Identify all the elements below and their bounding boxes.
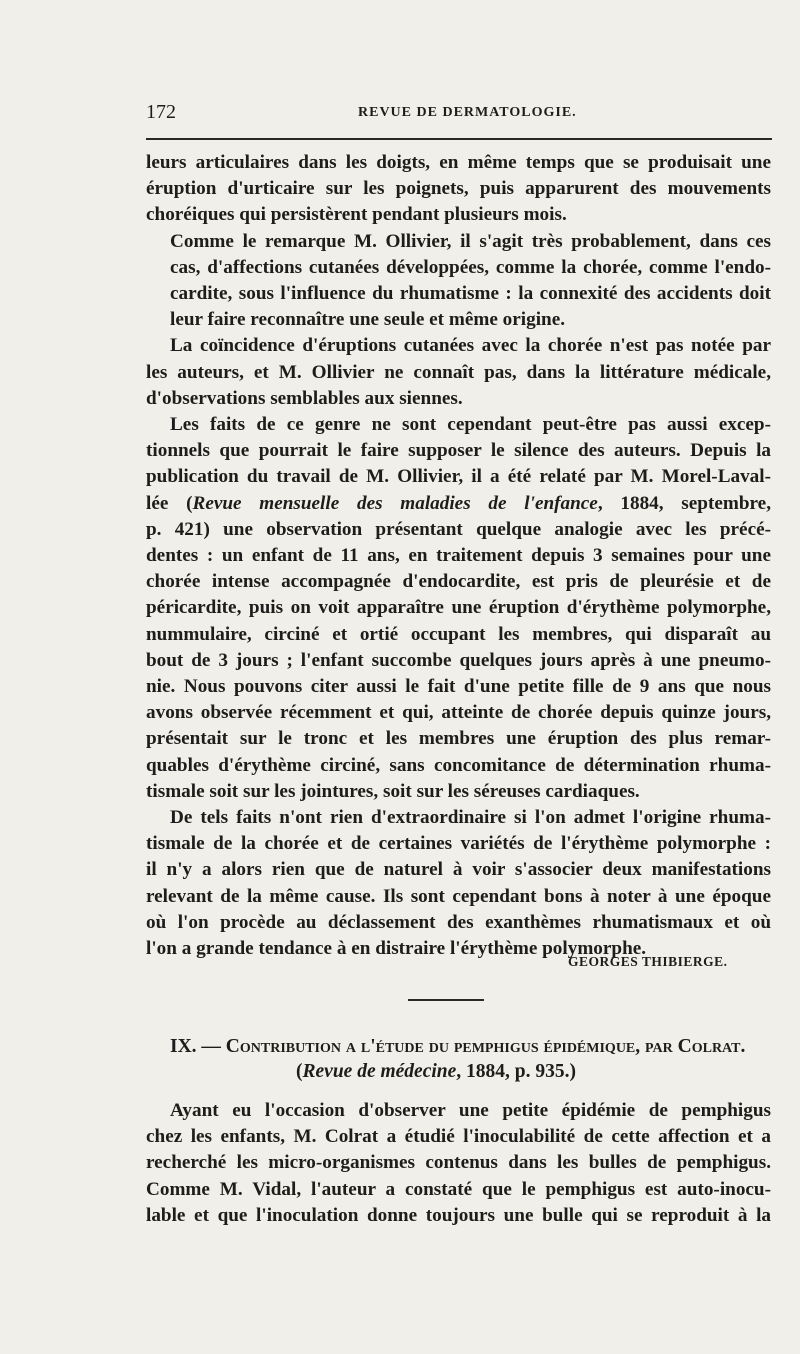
text-line: Les faits de ce genre ne sont cependant peut-être pas aussi excep- xyxy=(170,414,771,436)
section-body xyxy=(146,1098,771,1229)
section-source xyxy=(170,1061,770,1083)
text-line: où l'on procède au déclassement des exanthèmes rhumatismaux et où xyxy=(146,911,771,933)
section-paragraph xyxy=(146,1098,771,1229)
text-line: De tels faits n'ont rien d'extraordinaire si l'on admet l'origine rhuma- xyxy=(170,807,771,829)
article-body xyxy=(146,150,771,962)
text-line: quables d'érythème circiné, sans concomitance de détermination rhuma- xyxy=(146,754,771,776)
text-line: tionnels que pourrait le faire supposer le silence des auteurs. Depuis la xyxy=(146,440,771,462)
text-fragment: ( xyxy=(296,1061,303,1082)
section-title: Contribution a l'étude du pemphigus épidémique, par Colrat. xyxy=(225,1036,746,1057)
text-fragment: , 1884, p. 935.) xyxy=(456,1061,576,1082)
text-line: chorée intense accompagnée d'endocardite, est pris de pleurésie et de xyxy=(146,571,771,593)
text-line: bout de 3 jours ; l'enfant succombe quelques jours après à une pneumo- xyxy=(146,649,771,671)
text-line: Comme M. Vidal, l'auteur a constaté que le pemphigus est auto-inocu- xyxy=(146,1178,771,1200)
citation-journal: Revue mensuelle des maladies de l'enfance xyxy=(192,492,598,514)
section-numeral: IX. xyxy=(170,1036,197,1057)
text-line: l'on a grande tendance à en distraire l'érythème polymorphe. xyxy=(146,938,647,960)
running-head xyxy=(146,101,770,131)
text-fragment: lée ( xyxy=(146,492,193,514)
text-line: chez les enfants, M. Colrat a étudié l'inoculabilité de cette affection et a xyxy=(146,1126,771,1148)
text-line: publication du travail de M. Ollivier, il a été relaté par M. Morel-Laval- xyxy=(146,466,771,488)
section-dash: — xyxy=(201,1036,221,1057)
text-line: lable et que l'inoculation donne toujours une bulle qui se reproduit à la xyxy=(146,1204,771,1226)
text-line: présentait sur le tronc et les membres une éruption des plus remar- xyxy=(146,728,771,750)
text-line: Comme le remarque M. Ollivier, il s'agit très probablement, dans ces xyxy=(170,230,771,252)
text-line: cas, d'affections cutanées développées, comme la chorée, comme l'endo- xyxy=(170,256,771,278)
text-line: p. 421) une observation présentant quelque analogie avec les précé- xyxy=(146,518,771,540)
text-line: recherché les micro-organismes contenus dans les bulles de pemphigus. xyxy=(146,1152,771,1174)
text-line: les auteurs, et M. Ollivier ne connaît pas, dans la littérature médicale, xyxy=(146,361,771,383)
text-line: d'observations semblables aux siennes. xyxy=(146,387,463,409)
section-heading xyxy=(170,1036,770,1058)
text-line: La coïncidence d'éruptions cutanées avec la chorée n'est pas notée par xyxy=(170,335,771,357)
citation-line xyxy=(146,491,771,517)
text-line: avons observée récemment et qui, atteinte de chorée depuis quinze jours, xyxy=(146,702,771,724)
header-rule xyxy=(146,138,772,140)
text-line: leur faire reconnaître une seule et même origine. xyxy=(170,309,566,331)
text-line: péricardite, puis on voit apparaître une éruption d'érythème polymorphe, xyxy=(146,597,771,619)
journal-title: REVUE DE DERMATOLOGIE. xyxy=(358,105,577,120)
text-line: nie. Nous pouvons citer aussi le fait d'une petite fille de 9 ans que nous xyxy=(146,676,771,698)
text-line: cardite, sous l'influence du rhumatisme : la connexité des accidents doit xyxy=(170,283,771,305)
text-fragment: , 1884, septembre, xyxy=(597,492,771,514)
page-number: 172 xyxy=(146,101,176,123)
paragraph-1 xyxy=(146,150,771,229)
text-line: il n'y a alors rien que de naturel à voir s'associer deux manifestations xyxy=(146,859,771,881)
text-line: tismale de la chorée et de certaines variétés de l'érythème polymorphe : xyxy=(146,833,771,855)
paragraph-4 xyxy=(146,412,771,805)
text-line: éruption d'urticaire sur les poignets, puis apparurent des mouvements xyxy=(146,178,771,200)
paragraph-5 xyxy=(146,805,771,962)
author-signature: GEORGES THIBIERGE. xyxy=(568,954,728,969)
paragraph-3 xyxy=(146,333,771,412)
text-line: dentes : un enfant de 11 ans, en traitement depuis 3 semaines pour une xyxy=(146,545,771,567)
text-line: tismale soit sur les jointures, soit sur les séreuses cardiaques. xyxy=(146,780,640,802)
section-divider xyxy=(408,999,484,1001)
text-line: nummulaire, circiné et ortié occupant les membres, qui disparaît au xyxy=(146,623,771,645)
text-line: Ayant eu l'occasion d'observer une petite épidémie de pemphigus xyxy=(170,1100,771,1121)
source-journal: Revue de médecine xyxy=(302,1061,457,1082)
paragraph-2 xyxy=(146,229,771,334)
text-line: relevant de la même cause. Ils sont cependant bons à noter à une époque xyxy=(146,885,771,907)
text-line: leurs articulaires dans les doigts, en même temps que se produisait une xyxy=(146,152,771,173)
text-line: choréiques qui persistèrent pendant plusieurs mois. xyxy=(146,204,567,226)
